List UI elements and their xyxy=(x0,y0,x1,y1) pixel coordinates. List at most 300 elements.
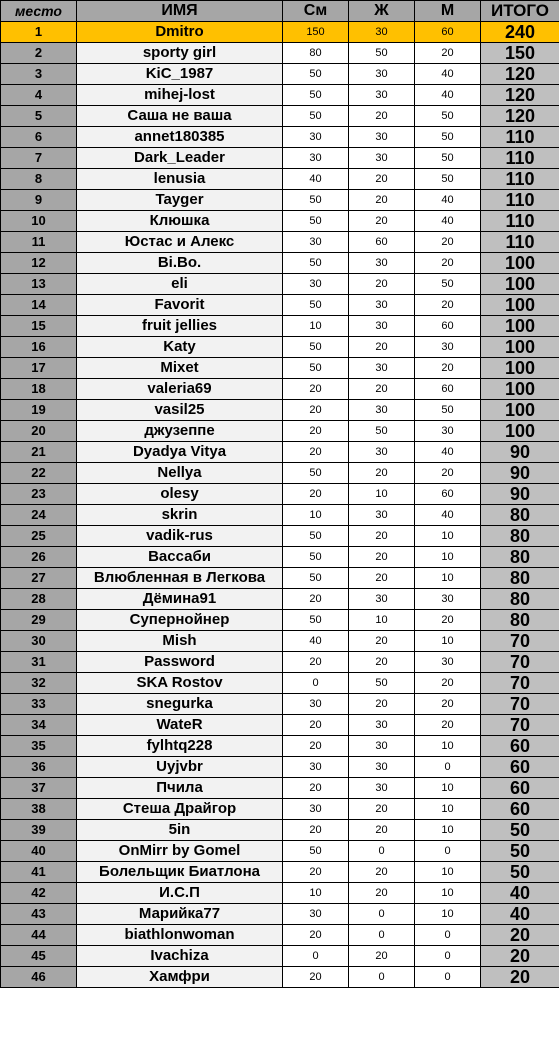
name-cell: Влюбленная в Легкова xyxy=(77,568,283,589)
sm-score-cell: 20 xyxy=(283,484,349,505)
m-score-cell: 40 xyxy=(415,505,481,526)
name-cell: vasil25 xyxy=(77,400,283,421)
zh-score-cell: 20 xyxy=(349,547,415,568)
place-cell: 13 xyxy=(1,274,77,295)
zh-score-cell: 20 xyxy=(349,820,415,841)
total-cell: 110 xyxy=(481,127,559,148)
place-cell: 15 xyxy=(1,316,77,337)
name-cell: Dyadya Vitya xyxy=(77,442,283,463)
place-cell: 29 xyxy=(1,610,77,631)
total-cell: 100 xyxy=(481,337,559,358)
table-row xyxy=(1,673,559,694)
table-row xyxy=(1,631,559,652)
sm-score-cell: 0 xyxy=(283,673,349,694)
m-score-cell: 10 xyxy=(415,736,481,757)
zh-score-cell: 60 xyxy=(349,232,415,253)
place-cell: 17 xyxy=(1,358,77,379)
total-cell: 70 xyxy=(481,715,559,736)
name-cell: Mish xyxy=(77,631,283,652)
total-cell: 20 xyxy=(481,946,559,967)
name-cell: olesy xyxy=(77,484,283,505)
zh-score-cell: 0 xyxy=(349,841,415,862)
zh-score-cell: 30 xyxy=(349,253,415,274)
table-row xyxy=(1,526,559,547)
m-score-cell: 10 xyxy=(415,799,481,820)
table-row xyxy=(1,610,559,631)
name-cell: WateR xyxy=(77,715,283,736)
zh-score-cell: 30 xyxy=(349,64,415,85)
zh-score-cell: 30 xyxy=(349,505,415,526)
sm-score-cell: 50 xyxy=(283,568,349,589)
sm-score-cell: 10 xyxy=(283,505,349,526)
m-score-cell: 50 xyxy=(415,127,481,148)
zh-score-cell: 50 xyxy=(349,673,415,694)
m-score-cell: 20 xyxy=(415,43,481,64)
zh-score-cell: 20 xyxy=(349,862,415,883)
total-cell: 110 xyxy=(481,211,559,232)
name-cell: lenusia xyxy=(77,169,283,190)
table-row xyxy=(1,442,559,463)
m-score-cell: 30 xyxy=(415,337,481,358)
header-row xyxy=(1,1,559,22)
total-cell: 150 xyxy=(481,43,559,64)
total-cell: 60 xyxy=(481,778,559,799)
total-cell: 120 xyxy=(481,64,559,85)
place-cell: 20 xyxy=(1,421,77,442)
total-cell: 120 xyxy=(481,85,559,106)
header-zh: Ж xyxy=(349,1,415,22)
m-score-cell: 50 xyxy=(415,148,481,169)
sm-score-cell: 50 xyxy=(283,64,349,85)
table-row xyxy=(1,43,559,64)
sm-score-cell: 50 xyxy=(283,190,349,211)
sm-score-cell: 50 xyxy=(283,106,349,127)
name-cell: Хамфри xyxy=(77,967,283,988)
place-cell: 1 xyxy=(1,22,77,43)
sm-score-cell: 0 xyxy=(283,946,349,967)
m-score-cell: 10 xyxy=(415,568,481,589)
table-row xyxy=(1,421,559,442)
zh-score-cell: 20 xyxy=(349,652,415,673)
place-cell: 36 xyxy=(1,757,77,778)
place-cell: 31 xyxy=(1,652,77,673)
total-cell: 70 xyxy=(481,673,559,694)
place-cell: 32 xyxy=(1,673,77,694)
sm-score-cell: 40 xyxy=(283,631,349,652)
name-cell: fruit jellies xyxy=(77,316,283,337)
name-cell: OnMirr by Gomel xyxy=(77,841,283,862)
total-cell: 50 xyxy=(481,841,559,862)
table-row xyxy=(1,967,559,988)
place-cell: 45 xyxy=(1,946,77,967)
sm-score-cell: 150 xyxy=(283,22,349,43)
m-score-cell: 10 xyxy=(415,778,481,799)
table-row xyxy=(1,820,559,841)
zh-score-cell: 20 xyxy=(349,190,415,211)
m-score-cell: 10 xyxy=(415,904,481,925)
m-score-cell: 40 xyxy=(415,442,481,463)
m-score-cell: 20 xyxy=(415,232,481,253)
table-row xyxy=(1,127,559,148)
m-score-cell: 20 xyxy=(415,610,481,631)
zh-score-cell: 10 xyxy=(349,484,415,505)
header-sm: См xyxy=(283,1,349,22)
table-row xyxy=(1,841,559,862)
sm-score-cell: 20 xyxy=(283,421,349,442)
place-cell: 41 xyxy=(1,862,77,883)
zh-score-cell: 30 xyxy=(349,358,415,379)
total-cell: 20 xyxy=(481,925,559,946)
name-cell: Mixet xyxy=(77,358,283,379)
place-cell: 11 xyxy=(1,232,77,253)
zh-score-cell: 50 xyxy=(349,421,415,442)
m-score-cell: 20 xyxy=(415,694,481,715)
total-cell: 80 xyxy=(481,568,559,589)
zh-score-cell: 20 xyxy=(349,169,415,190)
zh-score-cell: 20 xyxy=(349,631,415,652)
name-cell: 5in xyxy=(77,820,283,841)
name-cell: Uyjvbr xyxy=(77,757,283,778)
m-score-cell: 40 xyxy=(415,211,481,232)
total-cell: 90 xyxy=(481,463,559,484)
sm-score-cell: 50 xyxy=(283,337,349,358)
sm-score-cell: 20 xyxy=(283,400,349,421)
table-row xyxy=(1,505,559,526)
zh-score-cell: 20 xyxy=(349,106,415,127)
place-cell: 5 xyxy=(1,106,77,127)
m-score-cell: 10 xyxy=(415,820,481,841)
total-cell: 60 xyxy=(481,799,559,820)
name-cell: mihej-lost xyxy=(77,85,283,106)
zh-score-cell: 50 xyxy=(349,43,415,64)
name-cell: Саша не ваша xyxy=(77,106,283,127)
place-cell: 33 xyxy=(1,694,77,715)
table-row xyxy=(1,232,559,253)
place-cell: 28 xyxy=(1,589,77,610)
sm-score-cell: 30 xyxy=(283,148,349,169)
table-row xyxy=(1,358,559,379)
sm-score-cell: 30 xyxy=(283,799,349,820)
zh-score-cell: 30 xyxy=(349,295,415,316)
sm-score-cell: 10 xyxy=(283,883,349,904)
sm-score-cell: 50 xyxy=(283,526,349,547)
table-row xyxy=(1,715,559,736)
place-cell: 8 xyxy=(1,169,77,190)
name-cell: biathlonwoman xyxy=(77,925,283,946)
table-row xyxy=(1,778,559,799)
zh-score-cell: 20 xyxy=(349,274,415,295)
name-cell: Супернойнер xyxy=(77,610,283,631)
m-score-cell: 50 xyxy=(415,106,481,127)
m-score-cell: 50 xyxy=(415,400,481,421)
zh-score-cell: 20 xyxy=(349,337,415,358)
name-cell: fylhtq228 xyxy=(77,736,283,757)
table-row xyxy=(1,400,559,421)
table-row xyxy=(1,883,559,904)
sm-score-cell: 20 xyxy=(283,967,349,988)
table-row xyxy=(1,799,559,820)
total-cell: 70 xyxy=(481,694,559,715)
table-row xyxy=(1,589,559,610)
place-cell: 26 xyxy=(1,547,77,568)
name-cell: snegurka xyxy=(77,694,283,715)
header-m: М xyxy=(415,1,481,22)
place-cell: 44 xyxy=(1,925,77,946)
place-cell: 38 xyxy=(1,799,77,820)
m-score-cell: 40 xyxy=(415,190,481,211)
zh-score-cell: 0 xyxy=(349,904,415,925)
place-cell: 7 xyxy=(1,148,77,169)
m-score-cell: 50 xyxy=(415,169,481,190)
header-name: ИМЯ xyxy=(77,1,283,22)
sm-score-cell: 50 xyxy=(283,211,349,232)
place-cell: 16 xyxy=(1,337,77,358)
zh-score-cell: 20 xyxy=(349,379,415,400)
m-score-cell: 30 xyxy=(415,589,481,610)
name-cell: Password xyxy=(77,652,283,673)
total-cell: 100 xyxy=(481,316,559,337)
m-score-cell: 40 xyxy=(415,85,481,106)
name-cell: vadik-rus xyxy=(77,526,283,547)
sm-score-cell: 40 xyxy=(283,169,349,190)
m-score-cell: 40 xyxy=(415,64,481,85)
place-cell: 23 xyxy=(1,484,77,505)
zh-score-cell: 20 xyxy=(349,463,415,484)
zh-score-cell: 20 xyxy=(349,526,415,547)
total-cell: 80 xyxy=(481,589,559,610)
standings-body xyxy=(1,22,559,988)
total-cell: 20 xyxy=(481,967,559,988)
zh-score-cell: 30 xyxy=(349,148,415,169)
zh-score-cell: 30 xyxy=(349,442,415,463)
table-row xyxy=(1,85,559,106)
m-score-cell: 10 xyxy=(415,526,481,547)
table-row xyxy=(1,316,559,337)
name-cell: Dmitro xyxy=(77,22,283,43)
zh-score-cell: 30 xyxy=(349,400,415,421)
zh-score-cell: 20 xyxy=(349,946,415,967)
table-row xyxy=(1,190,559,211)
table-row xyxy=(1,106,559,127)
zh-score-cell: 30 xyxy=(349,589,415,610)
sm-score-cell: 50 xyxy=(283,547,349,568)
sm-score-cell: 20 xyxy=(283,778,349,799)
m-score-cell: 20 xyxy=(415,673,481,694)
total-cell: 50 xyxy=(481,862,559,883)
sm-score-cell: 30 xyxy=(283,694,349,715)
m-score-cell: 0 xyxy=(415,757,481,778)
table-row xyxy=(1,379,559,400)
total-cell: 80 xyxy=(481,505,559,526)
total-cell: 100 xyxy=(481,253,559,274)
name-cell: Пчила xyxy=(77,778,283,799)
total-cell: 110 xyxy=(481,169,559,190)
name-cell: SKA Rostov xyxy=(77,673,283,694)
place-cell: 9 xyxy=(1,190,77,211)
sm-score-cell: 50 xyxy=(283,253,349,274)
zh-score-cell: 30 xyxy=(349,127,415,148)
name-cell: Dark_Leader xyxy=(77,148,283,169)
place-cell: 14 xyxy=(1,295,77,316)
place-cell: 21 xyxy=(1,442,77,463)
place-cell: 6 xyxy=(1,127,77,148)
sm-score-cell: 20 xyxy=(283,820,349,841)
m-score-cell: 20 xyxy=(415,463,481,484)
total-cell: 110 xyxy=(481,232,559,253)
m-score-cell: 60 xyxy=(415,316,481,337)
name-cell: Favorit xyxy=(77,295,283,316)
place-cell: 24 xyxy=(1,505,77,526)
place-cell: 22 xyxy=(1,463,77,484)
total-cell: 40 xyxy=(481,883,559,904)
sm-score-cell: 30 xyxy=(283,232,349,253)
place-cell: 43 xyxy=(1,904,77,925)
m-score-cell: 50 xyxy=(415,274,481,295)
table-row xyxy=(1,757,559,778)
place-cell: 42 xyxy=(1,883,77,904)
place-cell: 12 xyxy=(1,253,77,274)
total-cell: 60 xyxy=(481,736,559,757)
total-cell: 40 xyxy=(481,904,559,925)
m-score-cell: 60 xyxy=(415,379,481,400)
sm-score-cell: 50 xyxy=(283,358,349,379)
zh-score-cell: 30 xyxy=(349,316,415,337)
place-cell: 3 xyxy=(1,64,77,85)
place-cell: 40 xyxy=(1,841,77,862)
place-cell: 4 xyxy=(1,85,77,106)
zh-score-cell: 20 xyxy=(349,694,415,715)
total-cell: 100 xyxy=(481,379,559,400)
sm-score-cell: 30 xyxy=(283,127,349,148)
table-row xyxy=(1,904,559,925)
table-row xyxy=(1,274,559,295)
name-cell: Nellya xyxy=(77,463,283,484)
place-cell: 2 xyxy=(1,43,77,64)
name-cell: Клюшка xyxy=(77,211,283,232)
name-cell: Ivachiza xyxy=(77,946,283,967)
place-cell: 30 xyxy=(1,631,77,652)
name-cell: Стеша Драйгор xyxy=(77,799,283,820)
table-row xyxy=(1,337,559,358)
zh-score-cell: 20 xyxy=(349,211,415,232)
place-cell: 39 xyxy=(1,820,77,841)
name-cell: skrin xyxy=(77,505,283,526)
zh-score-cell: 30 xyxy=(349,85,415,106)
m-score-cell: 0 xyxy=(415,967,481,988)
table-row xyxy=(1,463,559,484)
sm-score-cell: 20 xyxy=(283,589,349,610)
sm-score-cell: 20 xyxy=(283,925,349,946)
m-score-cell: 10 xyxy=(415,631,481,652)
zh-score-cell: 30 xyxy=(349,757,415,778)
table-row xyxy=(1,295,559,316)
m-score-cell: 60 xyxy=(415,484,481,505)
sm-score-cell: 80 xyxy=(283,43,349,64)
zh-score-cell: 30 xyxy=(349,715,415,736)
m-score-cell: 30 xyxy=(415,421,481,442)
total-cell: 110 xyxy=(481,148,559,169)
total-cell: 70 xyxy=(481,631,559,652)
place-cell: 18 xyxy=(1,379,77,400)
table-row xyxy=(1,946,559,967)
table-row xyxy=(1,253,559,274)
sm-score-cell: 50 xyxy=(283,610,349,631)
total-cell: 80 xyxy=(481,547,559,568)
table-row xyxy=(1,568,559,589)
header-place: место xyxy=(1,1,77,22)
total-cell: 70 xyxy=(481,652,559,673)
sm-score-cell: 50 xyxy=(283,463,349,484)
name-cell: Bi.Bo. xyxy=(77,253,283,274)
table-row xyxy=(1,925,559,946)
place-cell: 34 xyxy=(1,715,77,736)
total-cell: 60 xyxy=(481,757,559,778)
sm-score-cell: 30 xyxy=(283,274,349,295)
zh-score-cell: 30 xyxy=(349,22,415,43)
place-cell: 19 xyxy=(1,400,77,421)
name-cell: Вассаби xyxy=(77,547,283,568)
place-cell: 37 xyxy=(1,778,77,799)
name-cell: И.С.П xyxy=(77,883,283,904)
total-cell: 90 xyxy=(481,484,559,505)
zh-score-cell: 30 xyxy=(349,778,415,799)
name-cell: Юстас и Алекс xyxy=(77,232,283,253)
total-cell: 80 xyxy=(481,610,559,631)
m-score-cell: 0 xyxy=(415,925,481,946)
sm-score-cell: 20 xyxy=(283,862,349,883)
place-cell: 35 xyxy=(1,736,77,757)
total-cell: 100 xyxy=(481,274,559,295)
table-row xyxy=(1,211,559,232)
total-cell: 240 xyxy=(481,22,559,43)
sm-score-cell: 20 xyxy=(283,442,349,463)
place-cell: 27 xyxy=(1,568,77,589)
m-score-cell: 20 xyxy=(415,715,481,736)
place-cell: 25 xyxy=(1,526,77,547)
zh-score-cell: 0 xyxy=(349,967,415,988)
header-total: ИТОГО xyxy=(481,1,559,22)
name-cell: Katy xyxy=(77,337,283,358)
sm-score-cell: 30 xyxy=(283,904,349,925)
table-row xyxy=(1,148,559,169)
m-score-cell: 20 xyxy=(415,358,481,379)
name-cell: KiC_1987 xyxy=(77,64,283,85)
total-cell: 100 xyxy=(481,295,559,316)
zh-score-cell: 20 xyxy=(349,883,415,904)
name-cell: джузеппе xyxy=(77,421,283,442)
total-cell: 100 xyxy=(481,358,559,379)
sm-score-cell: 20 xyxy=(283,715,349,736)
name-cell: eli xyxy=(77,274,283,295)
table-row xyxy=(1,22,559,43)
table-row xyxy=(1,694,559,715)
table-row xyxy=(1,736,559,757)
table-row xyxy=(1,169,559,190)
zh-score-cell: 20 xyxy=(349,568,415,589)
zh-score-cell: 30 xyxy=(349,736,415,757)
zh-score-cell: 0 xyxy=(349,925,415,946)
total-cell: 50 xyxy=(481,820,559,841)
zh-score-cell: 20 xyxy=(349,799,415,820)
zh-score-cell: 10 xyxy=(349,610,415,631)
place-cell: 10 xyxy=(1,211,77,232)
table-row xyxy=(1,547,559,568)
name-cell: Дёмина91 xyxy=(77,589,283,610)
total-cell: 100 xyxy=(481,421,559,442)
sm-score-cell: 20 xyxy=(283,652,349,673)
sm-score-cell: 50 xyxy=(283,85,349,106)
total-cell: 110 xyxy=(481,190,559,211)
